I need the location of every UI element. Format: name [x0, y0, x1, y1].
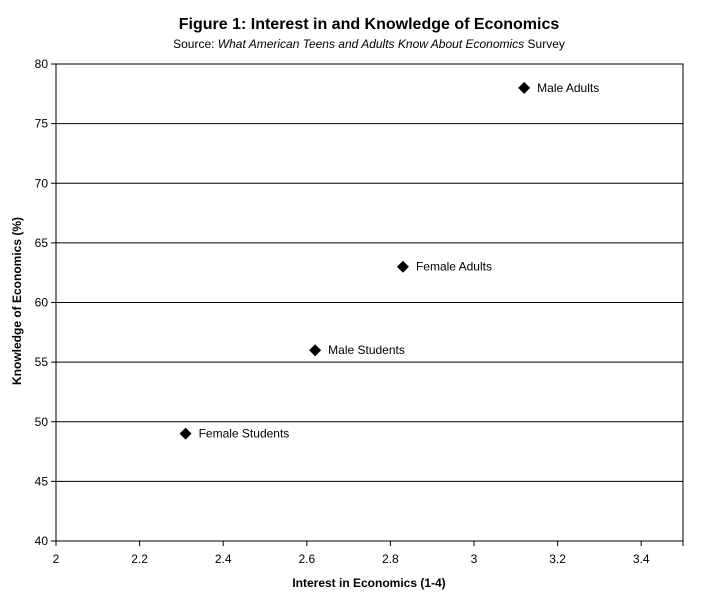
point-label: Male Students [328, 343, 405, 358]
y-axis-ticks [35, 57, 56, 548]
y-tick-label: 70 [34, 176, 48, 191]
scatter-point [397, 261, 409, 273]
scatter-point [518, 82, 530, 94]
x-axis-ticks [53, 541, 683, 566]
y-tick-label: 55 [34, 355, 48, 370]
y-tick-label: 65 [34, 235, 48, 250]
point-label: Male Adults [537, 80, 600, 95]
scatter-point [180, 428, 192, 440]
point-label: Female Adults [415, 259, 492, 274]
grid-lines [56, 124, 683, 482]
chart-title: Figure 1: Interest in and Knowledge of Economics [178, 16, 560, 33]
x-tick-label: 2.6 [298, 552, 316, 566]
y-tick-label: 60 [34, 295, 48, 310]
subtitle-suffix: Survey [527, 37, 565, 51]
point-label: Female Students [198, 426, 290, 441]
data-points [180, 81, 600, 441]
y-axis-label: Knowledge of Economics (%) [10, 216, 24, 386]
x-tick-label: 2 [52, 552, 60, 566]
x-tick-label: 3.4 [632, 552, 650, 566]
scatter-point [309, 344, 321, 356]
y-tick-label: 50 [34, 414, 48, 429]
y-tick-label: 75 [34, 116, 48, 131]
x-tick-label: 3.2 [549, 552, 566, 566]
x-tick-label: 2.2 [131, 552, 148, 566]
subtitle-source-title: What American Teens and Adults Know About Economics [217, 37, 525, 51]
x-axis-label: Interest in Economics (1-4) [292, 576, 446, 590]
chart-subtitle [173, 37, 565, 51]
y-tick-label: 80 [34, 57, 48, 71]
x-tick-label: 2.4 [214, 552, 232, 566]
x-tick-label: 3 [470, 552, 478, 566]
y-tick-label: 40 [34, 534, 48, 548]
y-tick-label: 45 [34, 474, 48, 489]
subtitle-prefix: Source: [173, 37, 218, 51]
x-tick-label: 2.8 [382, 552, 399, 566]
